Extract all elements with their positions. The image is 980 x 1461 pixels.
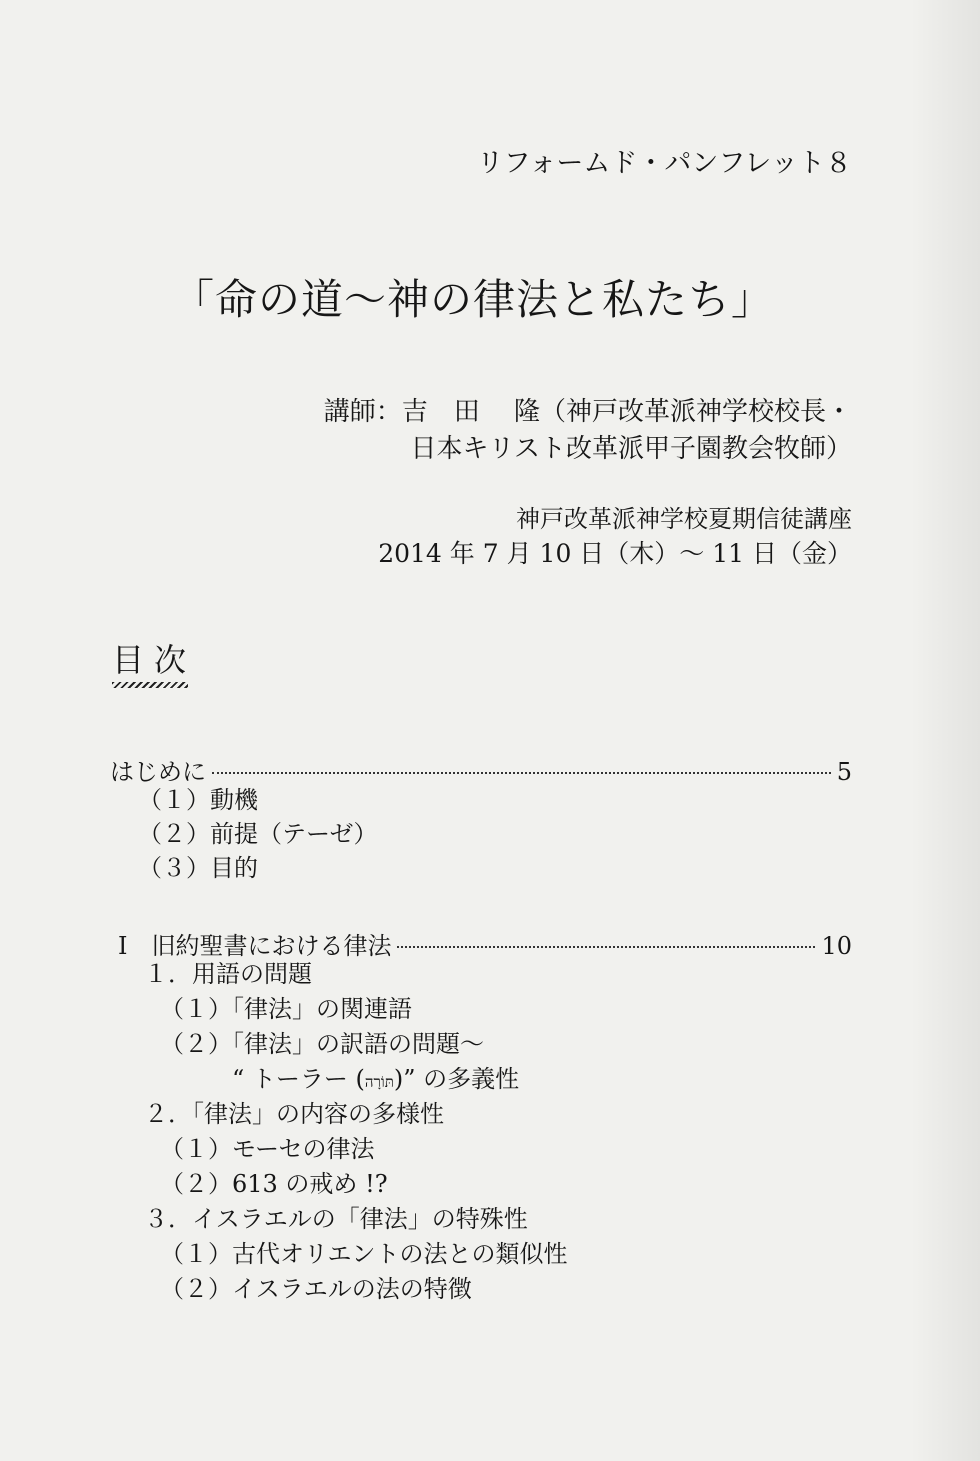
toc-subitem: （１）動機: [138, 786, 258, 814]
toc-heading: 目次: [112, 641, 197, 679]
toc-section: １．用語の問題: [144, 960, 312, 988]
page-edge-shadow: [910, 0, 980, 1461]
torah-prefix: “ トーラー (: [232, 1065, 365, 1093]
lecturer-line-2: 日本キリスト改革派甲子園教会牧師）: [410, 434, 852, 464]
toc-subitem: （１）古代オリエントの法との類似性: [160, 1240, 568, 1268]
toc-section: ３．イスラエルの「律法」の特殊性: [144, 1205, 528, 1233]
lecture-title: 「命の道～神の律法と私たち」: [172, 275, 775, 324]
toc-entry-intro: [110, 752, 852, 784]
toc-leader-dots: [397, 946, 815, 948]
series-title: リフォームド・パンフレット８: [476, 148, 852, 179]
toc-subitem: （２）前提（テーゼ）: [138, 820, 378, 848]
toc-subitem: （３）目的: [138, 854, 258, 882]
show-through-texture: [118, 180, 818, 1300]
event-date: 2014 年 7 月 10 日（木）～ 11 日（金）: [378, 539, 852, 568]
toc-subitem: （２）イスラエルの法の特徴: [160, 1275, 472, 1303]
toc-entry-chapter-1: [118, 926, 852, 958]
toc-page-number: 5: [836, 758, 852, 786]
event-name: 神戸改革派神学校夏期信徒講座: [516, 505, 852, 533]
toc-page-number: 10: [821, 932, 852, 960]
torah-hebrew-word: תּוֹרָה: [364, 1073, 394, 1091]
toc-section: ２．「律法」の内容の多様性: [144, 1100, 444, 1128]
toc-leader-dots: [212, 772, 831, 774]
toc-heading-underline: [112, 682, 188, 688]
toc-entry-label: はじめに: [110, 758, 206, 786]
toc-subitem: （１）モーセの律法: [160, 1135, 375, 1163]
toc-entry-label: Ⅰ 旧約聖書における律法: [118, 932, 392, 960]
toc-subitem: （２）「律法」の訳語の問題～: [160, 1030, 484, 1058]
lecturer-line-1: 講師：吉 田 隆（神戸改革派神学校校長・: [323, 397, 852, 427]
toc-subitem-continuation: [232, 1066, 519, 1094]
torah-suffix: )” の多義性: [393, 1065, 520, 1093]
toc-subitem: （２）613 の戒め !?: [160, 1170, 388, 1198]
toc-subitem: （１）「律法」の関連語: [160, 995, 412, 1023]
